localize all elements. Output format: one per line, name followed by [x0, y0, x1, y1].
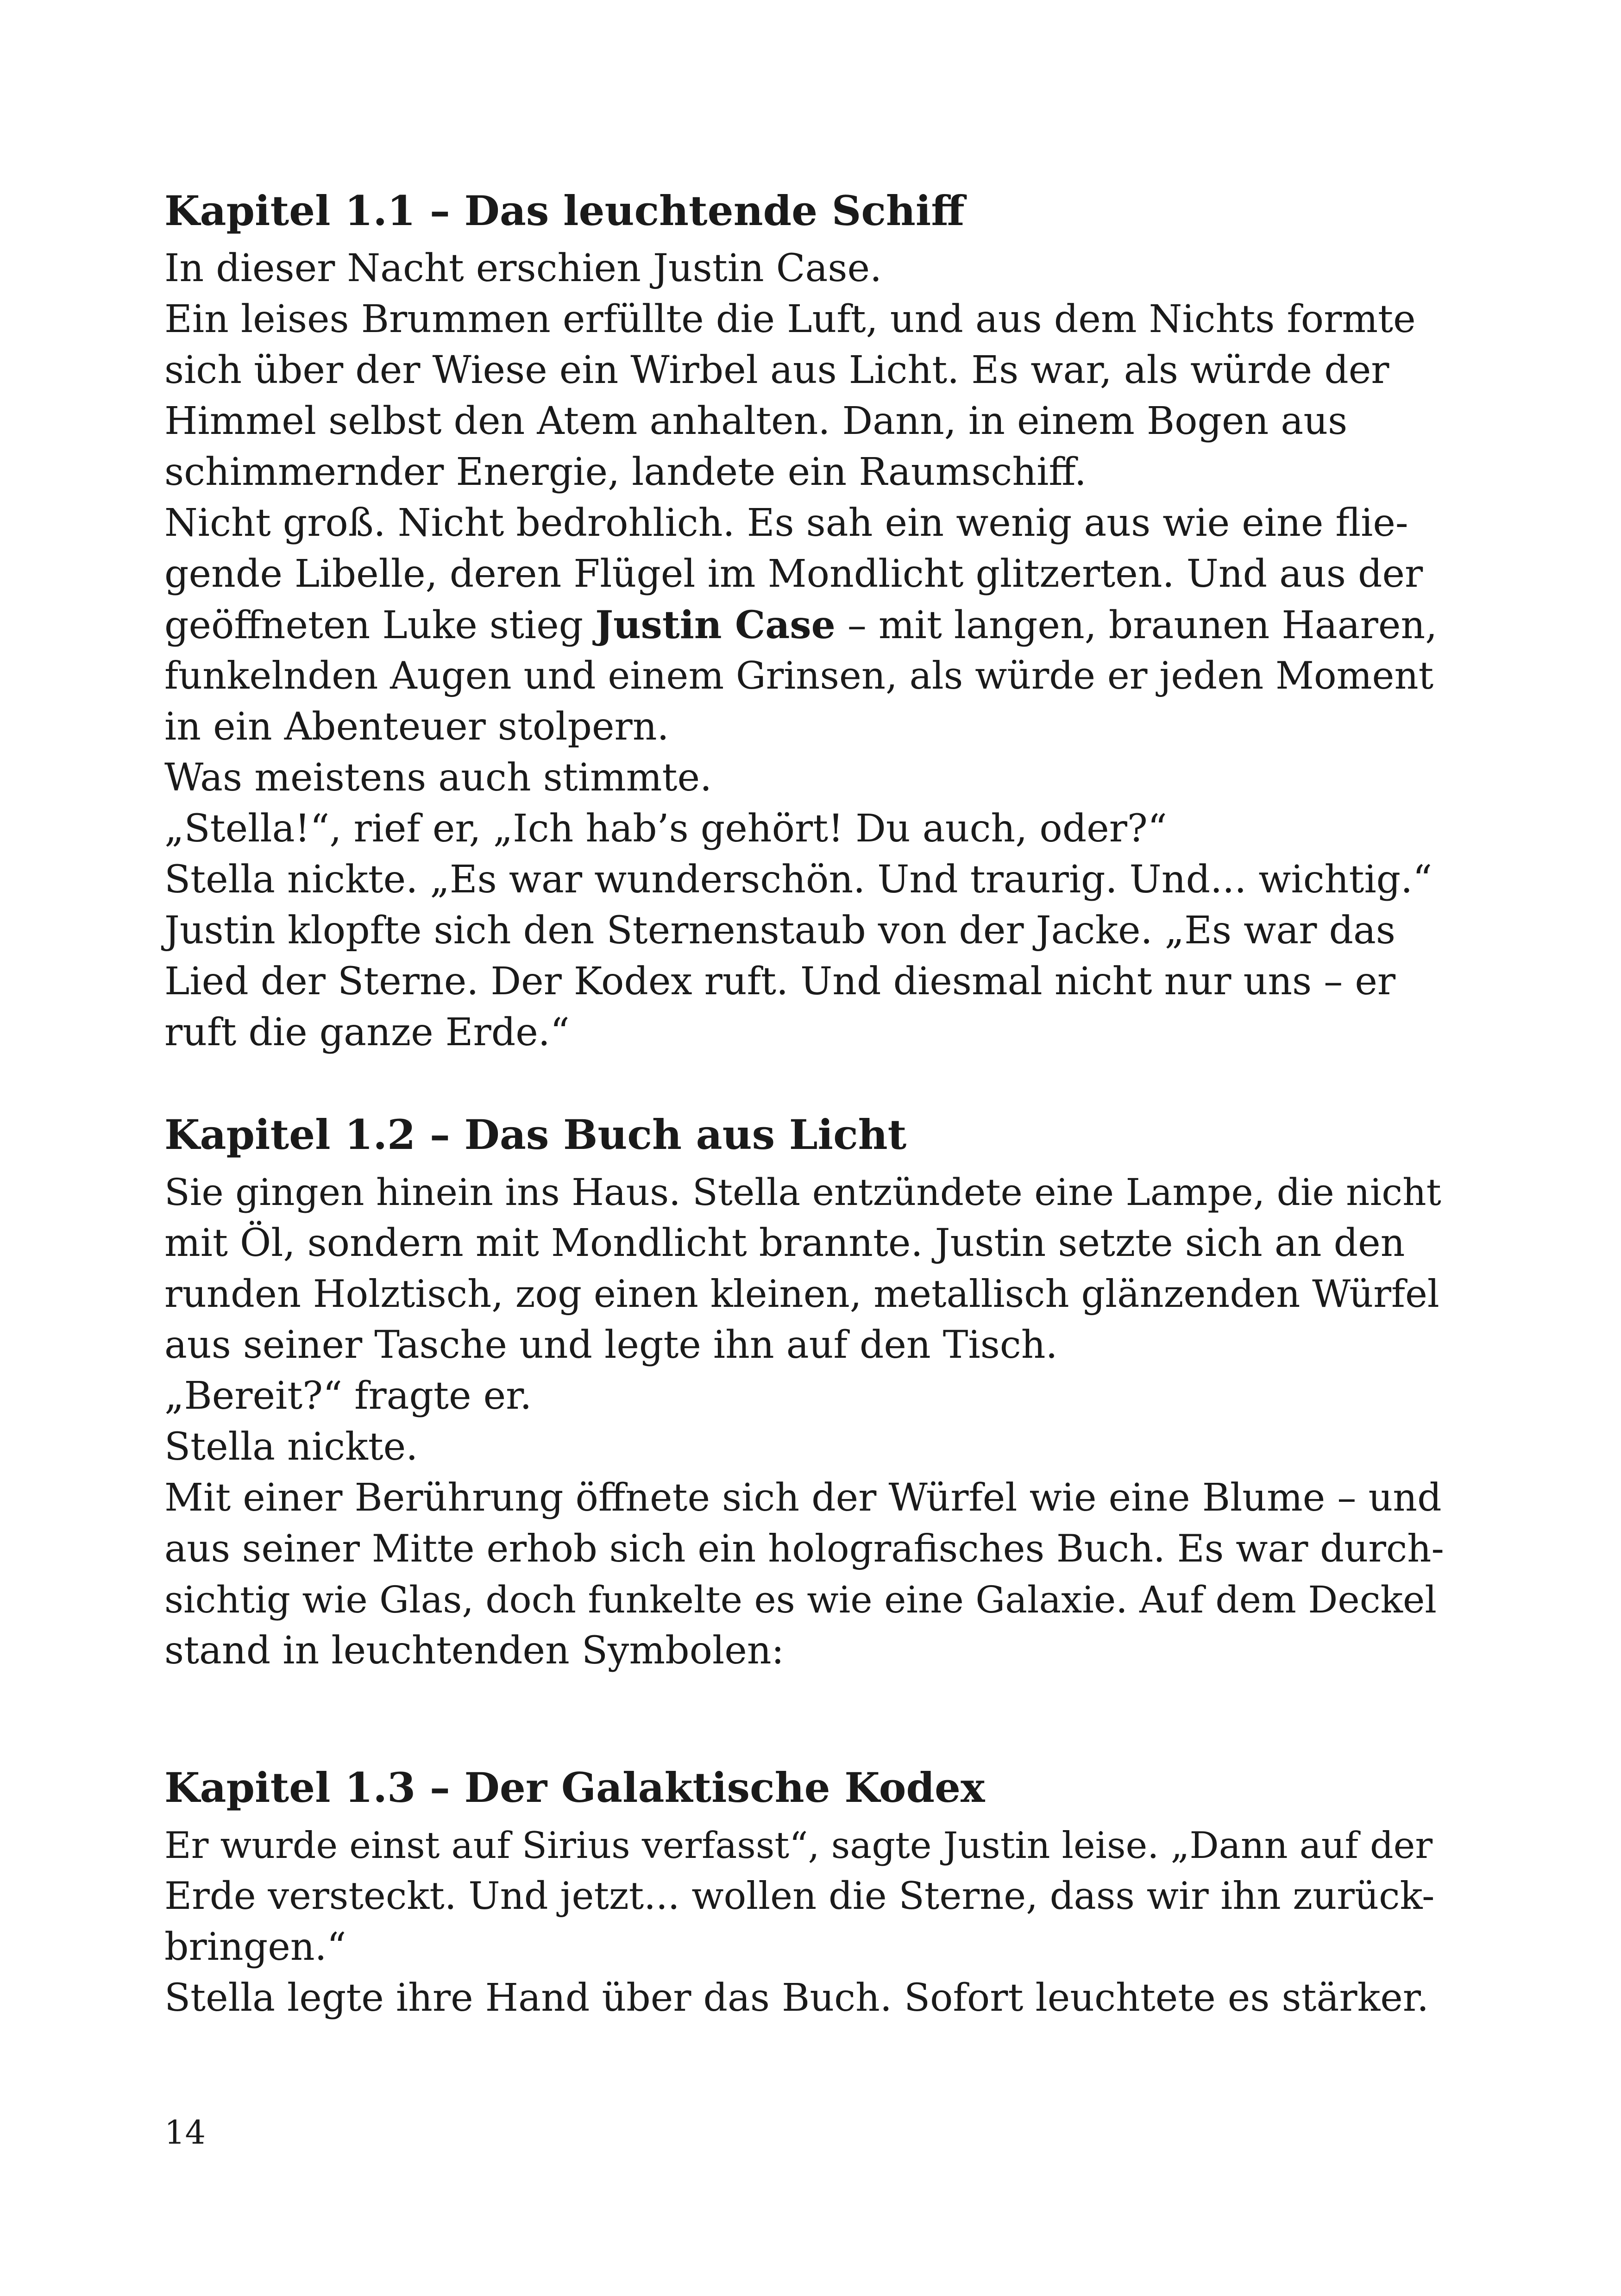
paragraph-line: stand in leuchtenden Symbolen: [164, 1629, 785, 1673]
paragraph-line: „Stella!“, rief er, „Ich hab’s gehört! Du auch, oder?“ [164, 807, 1167, 851]
paragraph-line: „Bereit?“ fragte er. [164, 1374, 532, 1418]
paragraph-line: Mit einer Berührung öffnete sich der Würfel wie eine Blume – und [164, 1476, 1442, 1520]
paragraph-line: Sie gingen hinein ins Haus. Stella entzündete eine Lampe, die nicht [164, 1171, 1441, 1214]
paragraph-line: in ein Abenteuer stolpern. [164, 705, 669, 749]
chapter-title: Kapitel 1.2 – Das Buch aus Licht [164, 1110, 907, 1159]
chapter-1-1 [164, 183, 1445, 1058]
paragraph-line: sichtig wie Glas, doch funkelte es wie eine Galaxie. Auf dem Deckel [164, 1578, 1437, 1621]
chapter-1-3 [164, 1760, 1445, 2024]
paragraph-line: aus seiner Tasche und legte ihn auf den Tisch. [164, 1323, 1058, 1367]
paragraph-line: Ein leises Brummen erfüllte die Luft, und aus dem Nichts formte [164, 297, 1416, 341]
paragraph-line: ruft die ganze Erde.“ [164, 1010, 570, 1054]
paragraph-line: schimmernder Energie, landete ein Raumschiff. [164, 450, 1087, 494]
page-number: 14 [164, 2114, 206, 2152]
paragraph-line: gende Libelle, deren Flügel im Mondlicht glitzerten. Und aus der [164, 552, 1423, 596]
paragraph-line: funkelnden Augen und einem Grinsen, als würde er jeden Moment [164, 654, 1434, 698]
paragraph-line: runden Holztisch, zog einen kleinen, metallisch glänzenden Würfel [164, 1273, 1439, 1316]
paragraph-line: Er wurde einst auf Sirius verfasst“, sagte Justin leise. „Dann auf der [164, 1824, 1433, 1867]
paragraph-line: Was meistens auch stimmte. [164, 756, 712, 800]
chapter-title: Kapitel 1.1 – Das leuchtende Schiff [164, 187, 965, 235]
paragraph-line: Stella nickte. „Es war wunderschön. Und traurig. Und... wichtig.“ [164, 858, 1433, 902]
paragraph-line: Erde versteckt. Und jetzt... wollen die Sterne, dass wir ihn zurück- [164, 1875, 1435, 1918]
paragraph-line: bringen.“ [164, 1925, 346, 1969]
paragraph-line: In dieser Nacht erschien Justin Case. [164, 246, 882, 290]
text-segment: – mit langen, braunen Haaren, [847, 603, 1438, 647]
paragraph-line: sich über der Wiese ein Wirbel aus Licht. Es war, als würde der [164, 348, 1389, 392]
text-segment: geöffneten Luke stieg [164, 603, 584, 647]
paragraph-line: Nicht groß. Nicht bedrohlich. Es sah ein wenig aus wie eine flie- [164, 501, 1408, 545]
chapter-1-2 [164, 1107, 1445, 1676]
paragraph-line: Lied der Sterne. Der Kodex ruft. Und diesmal nicht nur uns – er [164, 960, 1396, 1004]
paragraph-line: mit Öl, sondern mit Mondlicht brannte. Justin setzte sich an den [164, 1221, 1405, 1265]
chapter-title: Kapitel 1.3 – Der Galaktische Kodex [164, 1763, 985, 1812]
paragraph-line: Himmel selbst den Atem anhalten. Dann, in einem Bogen aus [164, 399, 1348, 443]
paragraph-line: Stella nickte. [164, 1425, 418, 1469]
character-name-bold: Justin Case [595, 603, 836, 647]
paragraph-line: aus seiner Mitte erhob sich ein holografisches Buch. Es war durch- [164, 1527, 1444, 1571]
paragraph-line [164, 600, 1445, 651]
paragraph-line: Stella legte ihre Hand über das Buch. Sofort leuchtete es stärker. [164, 1976, 1429, 2020]
paragraph-line: Justin klopfte sich den Sternenstaub von der Jacke. „Es war das [164, 909, 1395, 953]
